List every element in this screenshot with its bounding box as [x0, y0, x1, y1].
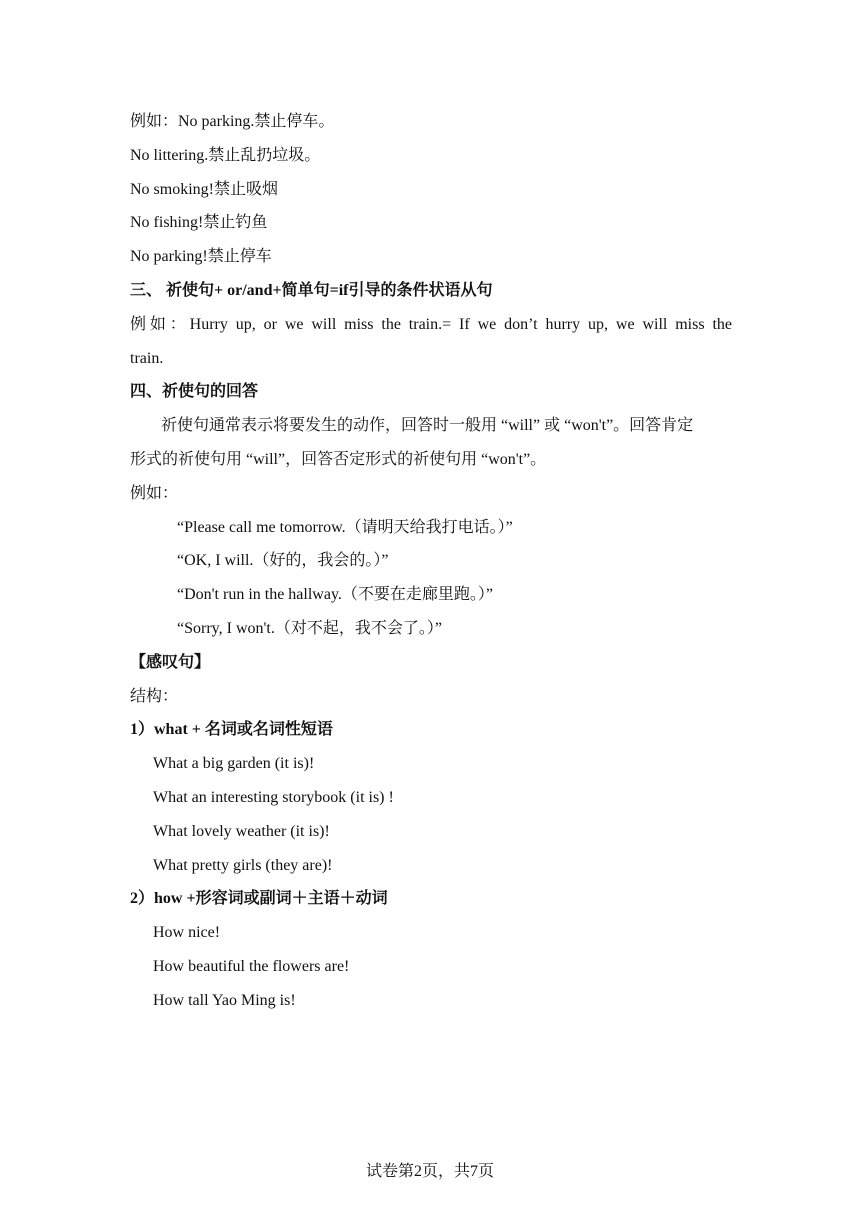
section-four-heading: 四、祈使句的回答 [130, 383, 259, 400]
section-four-paragraph-line1: 祈使句通常表示将要发生的动作，回答时一般用 “will” 或 “won't”。回答肯定 [161, 417, 694, 434]
structure-label: 结构： [130, 688, 179, 705]
example-no-smoking: No smoking!禁止吸烟 [130, 181, 279, 198]
how-example-3: How tall Yao Ming is! [153, 992, 296, 1009]
example-no-parking: 例如：No parking.禁止停车。 [130, 113, 335, 130]
page-footer: 试卷第2页，共7页 [365, 1163, 494, 1180]
what-example-4: What pretty girls (they are)! [153, 857, 333, 874]
section-three-example-line2: train. [130, 350, 164, 367]
dialog-line-1: “Please call me tomorrow.（请明天给我打电话。）” [177, 519, 513, 536]
section-four-paragraph-line2: 形式的祈使句用 “will”，回答否定形式的祈使句用 “won't”。 [130, 451, 547, 468]
what-example-2: What an interesting storybook (it is) ! [153, 789, 394, 806]
dialog-line-4: “Sorry, I won't.（对不起，我不会了。）” [177, 620, 442, 637]
how-example-1: How nice! [153, 924, 221, 941]
section-three-example-line1: 例如：Hurry up, or we will miss the train.= If we don’t hurry up, we will miss the [130, 316, 732, 333]
structure-what-heading: 1）what + 名词或名词性短语 [130, 721, 333, 738]
how-example-2: How beautiful the flowers are! [153, 958, 350, 975]
example-no-parking-2: No parking!禁止停车 [130, 248, 272, 265]
example-no-fishing: No fishing!禁止钓鱼 [130, 214, 268, 231]
structure-how-heading: 2）how +形容词或副词＋主语＋动词 [130, 890, 388, 907]
dialog-line-2: “OK, I will.（好的，我会的。）” [177, 552, 389, 569]
what-example-3: What lovely weather (it is)! [153, 823, 330, 840]
what-example-1: What a big garden (it is)! [153, 755, 315, 772]
exclamation-heading: 【感叹句】 [130, 654, 211, 671]
section-three-heading: 三、 祈使句+ or/and+简单句=if引导的条件状语从句 [130, 282, 493, 299]
dialog-line-3: “Don't run in the hallway.（不要在走廊里跑。）” [177, 586, 494, 603]
example-label: 例如： [130, 485, 179, 502]
example-no-littering: No littering.禁止乱扔垃圾。 [130, 147, 321, 164]
